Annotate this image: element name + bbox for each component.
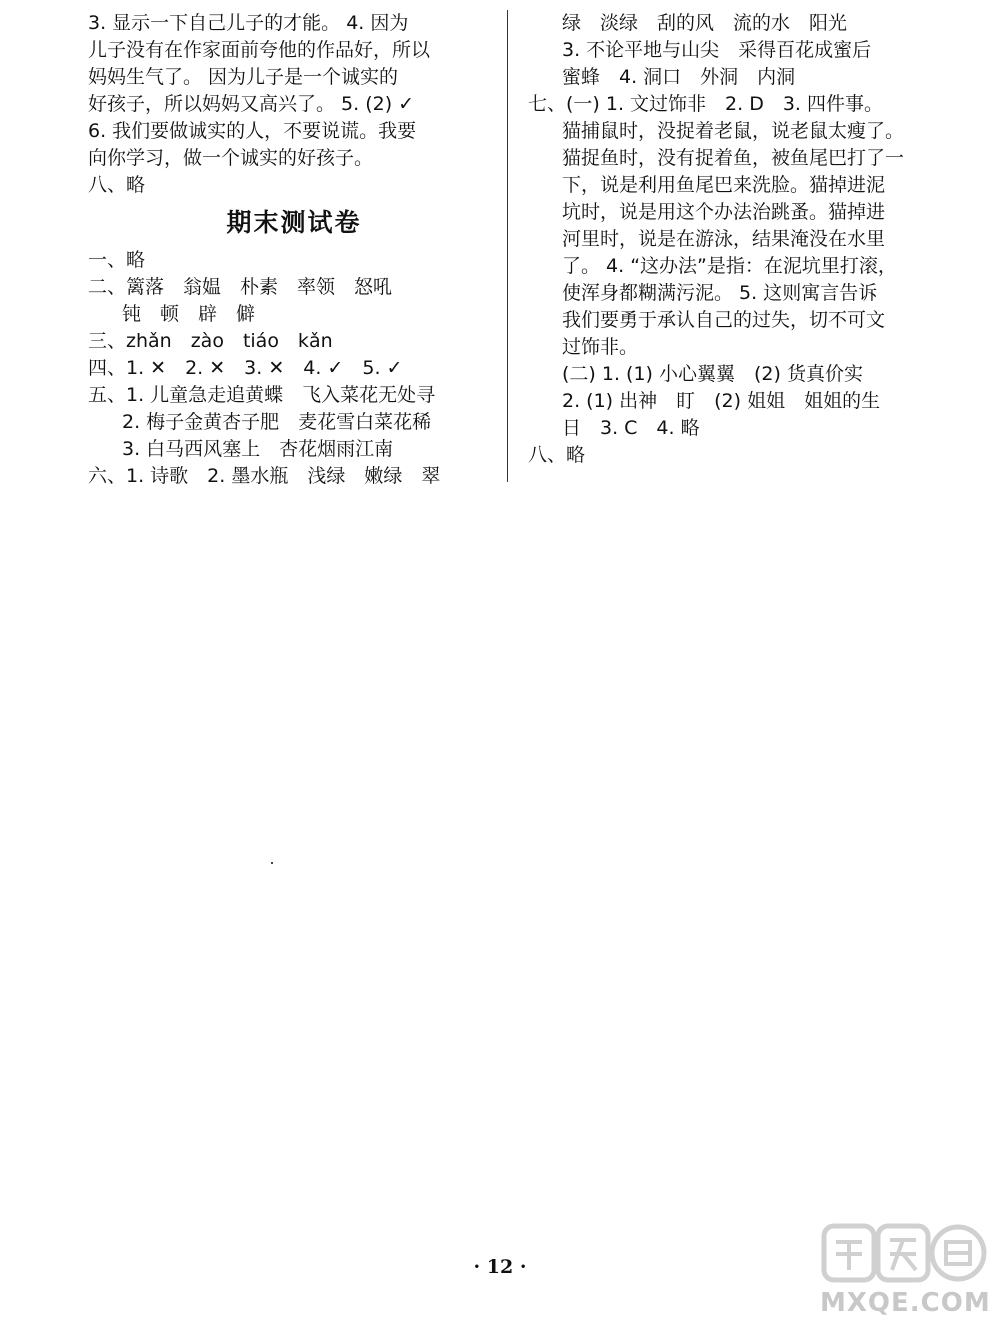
- text-line: 五、1. 儿童急走追黄蝶 飞入菜花无处寻: [88, 384, 436, 406]
- text-line: 3. 白马西风塞上 杏花烟雨江南: [122, 438, 394, 460]
- text-line: 6. 我们要做诚实的人，不要说谎。我要: [88, 120, 417, 142]
- right-column: [528, 10, 938, 469]
- text-line: 儿子没有在作家面前夸他的作品好，所以: [88, 39, 431, 61]
- watermark: [820, 1218, 991, 1328]
- text-line: 七、(一) 1. 文过饰非 2. D 3. 四件事。: [528, 93, 883, 115]
- section-heading: 八、略: [528, 444, 586, 466]
- text-line: 蜜蜂 4. 洞口 外洞 内洞: [562, 66, 796, 88]
- text-line: 绿 淡绿 刮的风 流的水 阳光: [562, 12, 848, 34]
- text-line: 猫捉鱼时，没有捉着鱼，被鱼尾巴打了一: [562, 147, 905, 169]
- text-line: 向你学习，做一个诚实的好孩子。: [88, 147, 374, 169]
- text-line: 河里时，说是在游泳，结果淹没在水里: [562, 228, 886, 250]
- text-line: 四、1. ✕ 2. ✕ 3. ✕ 4. ✓ 5. ✓: [88, 357, 403, 379]
- text-line: 使浑身都糊满污泥。 5. 这则寓言告诉: [562, 282, 878, 304]
- section-heading: 八、略: [88, 174, 146, 196]
- stray-dot: [271, 862, 273, 864]
- column-divider: [507, 10, 508, 482]
- text-line: 猫捕鼠时，没捉着老鼠，说老鼠太瘦了。: [562, 120, 905, 142]
- text-line: 六、1. 诗歌 2. 墨水瓶 浅绿 嫩绿 翠: [88, 465, 441, 487]
- text-line: 二、篱落 翁媪 朴素 率领 怒吼: [88, 276, 393, 298]
- text-line: 坑时，说是用这个办法治跳蚤。猫掉进: [562, 201, 886, 223]
- text-line: 妈妈生气了。 因为儿子是一个诚实的: [88, 66, 399, 88]
- section-heading: 一、略: [88, 249, 146, 271]
- text-line: (二) 1. (1) 小心翼翼 (2) 货真价实: [562, 363, 863, 385]
- text-line: 钝 顿 辟 僻: [122, 303, 256, 325]
- watermark-logo: [820, 1218, 988, 1288]
- text-line: 好孩子，所以妈妈又高兴了。 5. (2) ✓: [88, 93, 415, 115]
- page-title: 期末测试卷: [226, 208, 362, 237]
- text-line: 2. (1) 出神 盯 (2) 姐姐 姐姐的生: [562, 390, 881, 412]
- page-number: · 12 ·: [473, 1256, 527, 1278]
- text-line: 了。 4. “这办法”是指：在泥坑里打滚，: [562, 255, 897, 277]
- text-line: 3. 显示一下自己儿子的才能。 4. 因为: [88, 12, 409, 34]
- text-line: 2. 梅子金黄杏子肥 麦花雪白菜花稀: [122, 411, 432, 433]
- text-line: 我们要勇于承认自己的过失，切不可文: [562, 309, 886, 331]
- watermark-url: MXQE.COM: [820, 1288, 991, 1318]
- text-line: 3. 不论平地与山尖 采得百花成蜜后: [562, 39, 872, 61]
- text-line: 日 3. C 4. 略: [562, 417, 700, 439]
- text-line: 过饰非。: [562, 336, 639, 358]
- left-column: [88, 10, 500, 490]
- pinyin-line: 三、zhǎn zào tiáo kǎn: [88, 330, 333, 352]
- text-line: 下，说是利用鱼尾巴来洗脸。猫掉进泥: [562, 174, 886, 196]
